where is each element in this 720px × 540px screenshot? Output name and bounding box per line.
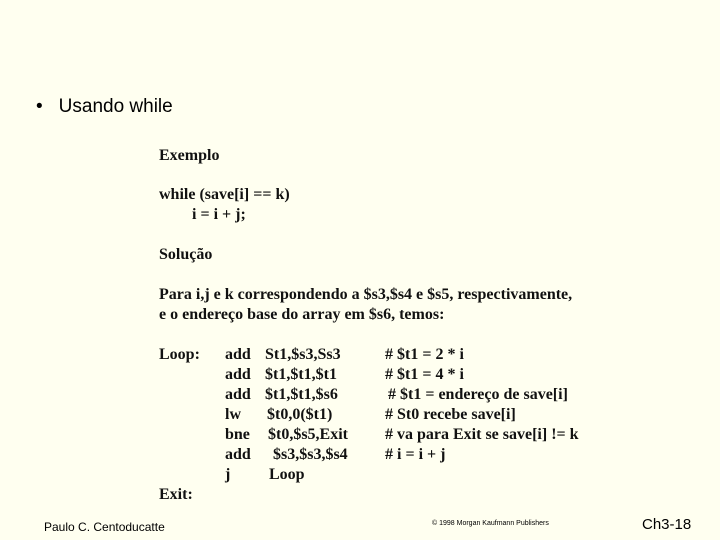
footer-author: Paulo C. Centoducatte: [44, 520, 165, 534]
code-comment: # St0 recebe save[i]: [385, 406, 516, 423]
code-op: bne: [225, 426, 250, 443]
code-args: $s3,$s3,$s4: [273, 446, 348, 463]
example-heading: Exemplo: [159, 147, 220, 164]
code-label: Loop:: [159, 346, 200, 363]
code-args: $t0,$s5,Exit: [268, 426, 348, 443]
exit-label: Exit:: [159, 486, 193, 503]
code-op: add: [225, 366, 251, 383]
code-op: add: [225, 446, 251, 463]
solution-description-line-2: e o endereço base do array em $s6, temos:: [159, 306, 445, 323]
code-args: Loop: [269, 466, 305, 483]
code-args: $t1,$t1,$t1: [265, 366, 337, 383]
example-code-line-1: while (save[i] == k): [159, 186, 290, 203]
bullet-item: [36, 96, 173, 118]
code-comment: # va para Exit se save[i] != k: [385, 426, 579, 443]
code-args: St1,$s3,Ss3: [265, 346, 341, 363]
code-row: [159, 386, 639, 406]
code-row: [159, 346, 639, 366]
bullet-symbol: •: [36, 96, 43, 117]
code-args: $t0,0($t1): [267, 406, 333, 423]
example-code-line-2: i = i + j;: [192, 206, 246, 223]
code-comment: # $t1 = 4 * i: [385, 366, 464, 383]
solution-description-line-1: Para i,j e k correspondendo a $s3,$s4 e $s5, respectivamente,: [159, 286, 573, 303]
solution-heading: Solução: [159, 246, 213, 263]
page-number: Ch3-18: [642, 516, 692, 533]
code-args: $t1,$t1,$s6: [265, 386, 338, 403]
code-op: lw: [225, 406, 241, 423]
code-row: [159, 366, 639, 386]
code-row: [159, 406, 639, 426]
code-op: add: [225, 386, 251, 403]
code-row: [159, 466, 639, 486]
code-op: j: [225, 466, 231, 483]
code-op: add: [225, 346, 251, 363]
code-comment: # i = i + j: [385, 446, 446, 463]
code-row: [159, 446, 639, 466]
bullet-text: Usando while: [58, 96, 173, 117]
code-row: [159, 426, 639, 446]
code-comment: # $t1 = endereço de save[i]: [388, 386, 568, 403]
footer-copyright: © 1998 Morgan Kaufmann Publishers: [432, 520, 549, 527]
code-comment: # $t1 = 2 * i: [385, 346, 464, 363]
